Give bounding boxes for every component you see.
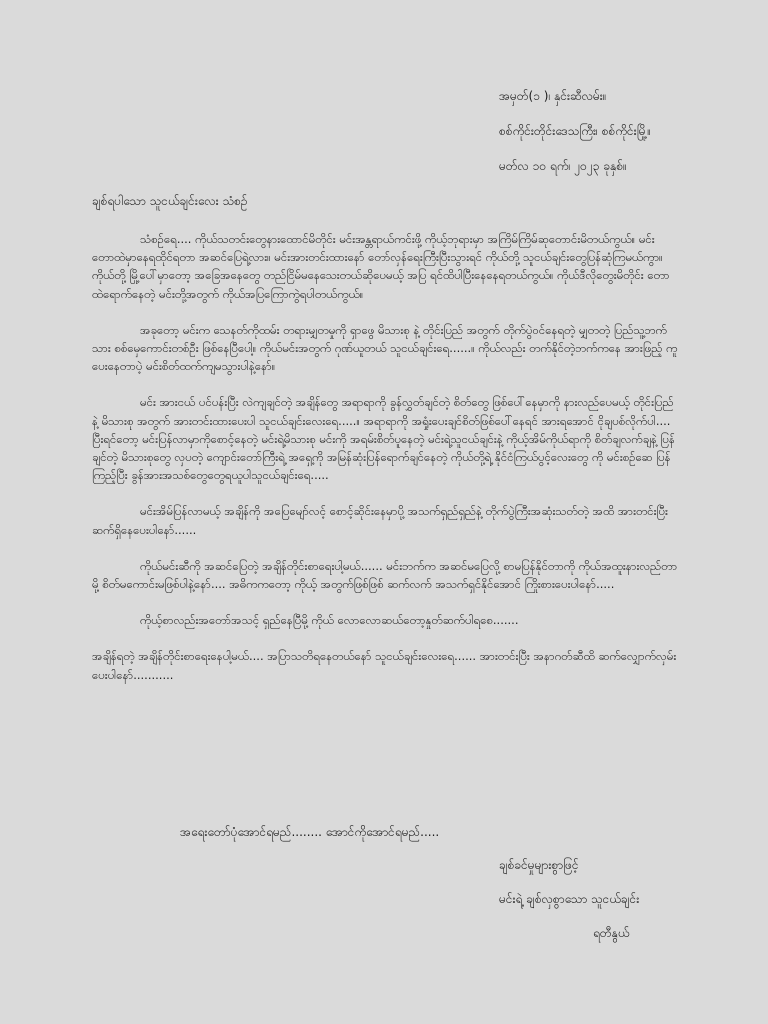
salutation: ချစ်ရပါသော သူငယ်ချင်းလေး သံစဉ် (92, 194, 248, 208)
paragraph: မင်းအိမ်ပြန်လာမယ့် အချိန်ကို အပြေမျော်လင့် စောင့်ဆိုင်းနေမှာပို့ အသက်ရှည်ရှည်နဲ့ တိုက်ပွဲကြီးအဆုံးသတ်တဲ့ အထိ အားတင်းပြီးဆက်ရှိနေပေးပါနော်...... (92, 504, 668, 537)
signature-line-2: မင်းရဲ့ ချစ်လှစွာသော သူငယ်ချင်း (499, 892, 640, 906)
closing-slogan: အရေးတော်ပုံအောင်ရမည်........ အောင်ကိုအောင်ရမည်..... (180, 825, 440, 839)
letter-header (499, 88, 759, 193)
letter-body (92, 230, 678, 702)
letter-date: မတ်လ ၁၀ ရက်၊ ၂၀၂၃ ခုနှစ်။ (499, 159, 627, 173)
signature-block (499, 857, 739, 959)
paragraph: ကိုယ့်စာလည်းအတော်အသင့် ရှည်နေပြီမို့ ကိုယ် လောလောဆယ်တော့နှုတ်ဆက်ပါရစေ....... (140, 613, 519, 628)
signature-line-1: ချစ်ခင်မှုများစွာဖြင့် (499, 858, 579, 872)
paragraph: အချိန်ရတဲ့ အချိန်တိုင်းစာရေးနေပါ့မယ်.... အပြာသတိရနေတယ်နော် သူငယ်ချင်းလေးရေ...... အားတင်းပြီး အနာဂတ်ဆီထိ ဆက်လျှောက်လှမ်းပေးပါနော်........... (92, 649, 677, 682)
signature-name: ရတီနွယ် (593, 926, 630, 940)
paragraph: ကိုယ်မင်းဆီကို အဆင်ပြေတဲ့ အချိန်တိုင်းစာရေးပါ့မယ်...... မင်းဘက်က အဆင်မပြေလို့ စာမပြန်နိုင်တာကို ကိုယ်အထူးနားလည်တာမို့ စိတ်မကောင်းမဖြစ်ပါနဲ့နော်.... အဓိကကတော့ ကိုယ့် အတွက်ဖြစ်ဖြစ် ဆက်လက် အသက်ရှင်နိုင်အောင် ကြိုးစားပေးပါနော်..... (92, 558, 678, 592)
address-line-1: အမှတ်(၁ )၊ နှင်းဆီလမ်း။ (499, 89, 607, 103)
paragraph: သံစဉ်ရေ.... ကိုယ်သတင်းတွေနားထောင်မိတိုင်း မင်းအန္တရာယ်ကင်းဖို့ ကိုယ့်ဘုရားမှာ အကြိမ်ကြိမ်ဆုတောင်းမိတယ်ကွယ်။ မင်း တောထဲမှာနေရထိုင်ရတာ အဆင်ပြေရဲ့လား။ မင်းအားတင်းထားနော် တော်လှန်ရေးကြီးပြီးသွားရင် ကိုယ်တို့ သူငယ်ချင်းတွေပြန်ဆုံကြမယ်ကွာ။ ကိုယ်တို့ မြို့ပေါ်မှာတော့ အခြေအနေတွေ တည်ငြိမ်မနေသေးတယ်ဆိုပေမယ့် အပြ ရင်ထိပါပြီးနေနေရတယ်ကွယ်။ ကိုယ်ဒီလိုတွေးမိတိုင်း တောထဲရောက်နေတဲ့ မင်းတို့အတွက် ကိုယ်အပြကြောကွဲရပါတယ်ကွယ်။ (92, 232, 670, 301)
paragraph: အခုတော့ မင်းက သေနတ်ကိုထမ်း တရားမျှတမှုကို ရှာဖွေ မိသားစု နဲ့ တိုင်းပြည် အတွက် တိုက်ပွဲဝင်နေရတဲ့ မျှတတဲ့ ပြည်သူ့ဘက်သား စစ်မှေကောင်းတစ်ဦး ဖြစ်နေပြီပေါ့။ ကိုယ်မင်းအတွက် ဂုဏ်ယူတယ် သူငယ်ချင်းရေ......။ ကိုယ်လည်း တက်နိုင်တဲ့ဘက်ကနေ အားဖြည့် ကူပေးနေတာပဲ့ မင်းစိတ်ထက်ကျမသွားပါနဲ့နော်။ (92, 322, 678, 374)
paragraph: မင်း အားငယ် ပင်ပန်းပြီး လဲကျချင်တဲ့ အချိန်တွေ အရာရာကို ခွန်လွှတ်ချင်တဲ့ စိတ်တွေ ဖြစ်ပေါ်နေမှာကို နားလည်ပေမယ့် တိုင်းပြည်နဲ့ မိသားစု အတွက် အားတင်းထားပေးပါ သူငယ်ချင်းလေးရေ.....။ အရာရာကို အရှုံးပေးချင်စိတ်ဖြစ်ပေါ်နေရင် အားရအောင် ငိုချပစ်လိုက်ပါ.... ပြီးရင်တော့ မင်းပြန်လာမှာကိုစောင့်နေတဲ့ မင်းရဲ့မိသားစု မင်းကို အရမ်းစိတ်ပူနေတဲ့ မင်းရဲ့သူငယ်ချင်းနဲ့ ကိုယ့်အိမ်ကိုယ်ရာကို စိတ်ချလက်ချနဲ့ ပြန်ချင်တဲ့ မိသားစုတွေ လှပတဲ့ ကျောင်းတော်ကြီးရဲ့ အရှေ့ကို အမြန်ဆုံးပြန်ရောက်ချင်နေတဲ့ ကိုယ်တို့ရဲ့ နိုင်ငံကြယ်ပွင့်လေးတွေ ကို မင်းစဉ်ဆေ ပြန်ကြည့်ပြီး ခွန်အားအသစ်တွေတွေရယူပါသူငယ်ချင်းရေ..... (92, 395, 675, 483)
address-line-2: စစ်ကိုင်းတိုင်းဒေသကြီး၊ စစ်ကိုင်းမြို့။ (499, 124, 652, 138)
